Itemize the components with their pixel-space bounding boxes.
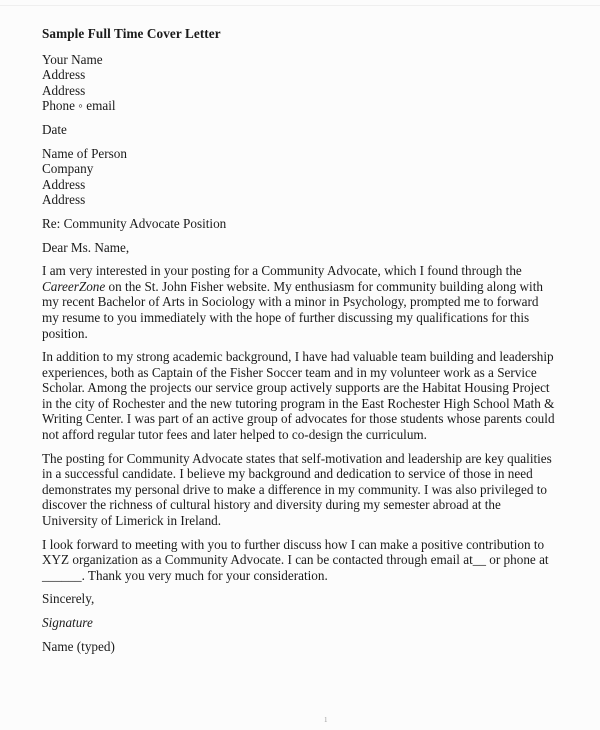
document-title: Sample Full Time Cover Letter (42, 26, 221, 41)
subject-block (42, 216, 582, 232)
typed-name: Name (typed) (42, 638, 115, 654)
paragraph-line: Scholar. Among the projects our service group actively supports are the Habitat Housing Project (42, 380, 550, 396)
page-top-rule (0, 5, 600, 6)
paragraph-line: my recent Bachelor of Arts in Sociology with a minor in Psychology, prompted me to forward (42, 294, 539, 310)
paragraph-line: not afford regular tutor fees and later helped to co-design the curriculum. (42, 427, 427, 443)
careerzone-italic: CareerZone (42, 278, 106, 294)
body-paragraph-1 (42, 263, 580, 341)
paragraph-line: XYZ organization as a Community Advocate. I can be contacted through email at__ or phone at (42, 552, 549, 568)
salutation: Dear Ms. Name, (42, 239, 130, 255)
paragraph-line: I look forward to meeting with you to further discuss how I can make a positive contribution to (42, 536, 545, 552)
paragraph-line-rest: on the St. John Fisher website. My enthusiasm for community building along with (105, 278, 543, 294)
date-block (42, 122, 582, 138)
paragraph-line: in a successful candidate. I believe my background and dedication to service of those in need (42, 466, 533, 482)
sender-contact: Phone ◦ email (42, 98, 116, 114)
letter-date: Date (42, 121, 67, 137)
sender-name: Your Name (42, 51, 103, 67)
paragraph-line: In addition to my strong academic background, I have had valuable team building and leadership (42, 349, 554, 365)
sender-address-1: Address (42, 67, 86, 83)
page-number: 1 (324, 716, 328, 724)
sender-address-2: Address (42, 82, 86, 98)
signature: Signature (42, 615, 93, 630)
signature-block (42, 615, 582, 631)
recipient-block (42, 146, 582, 208)
recipient-company: Company (42, 161, 94, 177)
paragraph-line: ______. Thank you very much for your consideration. (42, 567, 328, 583)
typed-name-block (42, 639, 582, 655)
recipient-name: Name of Person (42, 145, 127, 161)
paragraph-line: The posting for Community Advocate states that self-motivation and leadership are key qualities (42, 450, 552, 466)
paragraph-line: discover the richness of cultural history and diversity during my semester abroad at the (42, 497, 501, 513)
body-paragraph-4 (42, 537, 580, 584)
paragraph-line: University of Limerick in Ireland. (42, 513, 222, 529)
body-paragraph-3 (42, 451, 580, 529)
cover-letter-page (42, 26, 582, 662)
subject-line: Re: Community Advocate Position (42, 215, 227, 231)
paragraph-line: my resume to you immediately with the hope of further discussing my qualifications for this (42, 309, 530, 325)
paragraph-line: in the city of Rochester and the new tutoring program in the East Rochester High School Math & (42, 395, 555, 411)
sender-block (42, 52, 582, 114)
paragraph-line: Writing Center. I was part of an active group of advocates for those students whose parents could (42, 411, 555, 427)
paragraph-line: demonstrates my personal drive to make a difference in my community. I was also privileged to (42, 481, 548, 497)
paragraph-line: position. (42, 325, 88, 341)
recipient-address-1: Address (42, 176, 86, 192)
body-paragraph-2 (42, 349, 580, 443)
closing-block (42, 591, 582, 607)
paragraph-line: experiences, both as Captain of the Fisher Soccer team and in my volunteer work as a Service (42, 364, 537, 380)
paragraph-line: I am very interested in your posting for a Community Advocate, which I found through the (42, 263, 522, 279)
salutation-block (42, 240, 582, 256)
closing: Sincerely, (42, 591, 95, 607)
recipient-address-2: Address (42, 192, 86, 208)
paragraph-line (42, 279, 580, 295)
